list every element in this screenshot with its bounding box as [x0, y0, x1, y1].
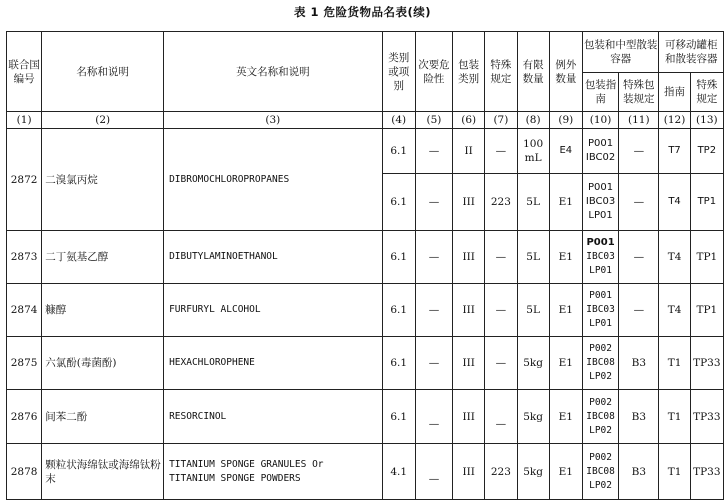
- col-number: (6): [453, 112, 485, 129]
- chinese-name: 间苯二酚: [42, 390, 164, 444]
- col-number: (9): [549, 112, 582, 129]
- tank-special-value: TP1: [690, 284, 723, 337]
- excepted-quantity-value: E1: [549, 390, 582, 444]
- class-value: 6.1: [382, 284, 415, 337]
- header-subsidiary-risk: 次要危险性: [415, 32, 452, 112]
- table-row: [7, 231, 724, 284]
- col-number: (13): [690, 112, 723, 129]
- tank-special-value: TP33: [690, 337, 723, 390]
- english-name: TITANIUM SPONGE GRANULES Or: [169, 458, 324, 470]
- chinese-name: 颗粒状海绵钛或海绵钛粉末: [42, 444, 164, 500]
- class-value: 6.1: [382, 174, 415, 231]
- tank-instruction-value: T1: [659, 444, 690, 500]
- excepted-quantity-value: E1: [549, 231, 582, 284]
- header-tank-special: 特殊规定: [690, 73, 723, 112]
- special-provision-value: —: [485, 231, 517, 284]
- chinese-name: 二溴氯丙烷: [42, 129, 164, 231]
- tank-special-value: TP33: [690, 390, 723, 444]
- table-row: [7, 444, 724, 500]
- un-number: 2876: [7, 390, 42, 444]
- header-packing-instruction: 包装指南: [582, 73, 618, 112]
- special-provision-value: 223: [485, 174, 517, 231]
- table-row: [7, 284, 724, 337]
- special-provision-cell: [485, 390, 517, 444]
- subsidiary-risk-value: —: [415, 284, 452, 337]
- limited-quantity-value: 5L: [517, 284, 549, 337]
- excepted-quantity-value: E1: [549, 444, 582, 500]
- header-tank-group: 可移动罐柜和散装容器: [659, 32, 724, 73]
- limited-quantity-value: 5L: [517, 174, 549, 231]
- packing-instruction-cell: [582, 231, 618, 284]
- special-provision-value: —: [495, 417, 507, 430]
- tank-special-value: TP1: [690, 174, 723, 231]
- class-value: 6.1: [382, 231, 415, 284]
- un-number: 2872: [7, 129, 42, 231]
- header-row: [7, 32, 724, 73]
- english-name: TITANIUM SPONGE POWDERS: [169, 472, 301, 484]
- header-special-packing: 特殊包装规定: [619, 73, 659, 112]
- header-special-provisions: 特殊规定: [485, 32, 517, 112]
- packing-group-value: III: [453, 390, 485, 444]
- col-number: (11): [619, 112, 659, 129]
- english-name: RESORCINOL: [164, 390, 383, 444]
- limited-quantity-value: 100 mL: [517, 129, 549, 174]
- table-row: [7, 129, 724, 174]
- packing-group-value: III: [453, 231, 485, 284]
- special-packing-value: —: [619, 231, 659, 284]
- subsidiary-risk-cell: [415, 444, 452, 500]
- special-provision-value: —: [485, 337, 517, 390]
- limited-quantity-value: 5kg: [517, 444, 549, 500]
- table-row: [7, 390, 724, 444]
- class-value: 6.1: [382, 337, 415, 390]
- class-value: 6.1: [382, 129, 415, 174]
- chinese-name: 六氯酚(毒菌酚): [42, 337, 164, 390]
- limited-quantity-value: 5L: [517, 231, 549, 284]
- table-title: 表 1 危险货物品名表(续): [293, 5, 432, 19]
- limited-quantity-value: 5kg: [517, 337, 549, 390]
- table-row: [7, 337, 724, 390]
- subsidiary-risk-value: —: [428, 472, 440, 485]
- packing-instruction-value: P002 IBC08 LP02: [582, 390, 618, 444]
- special-packing-value: B3: [619, 444, 659, 500]
- special-packing-value: —: [619, 174, 659, 231]
- tank-instruction-value: T4: [659, 284, 690, 337]
- special-provision-value: —: [485, 284, 517, 337]
- packing-group-value: II: [453, 129, 485, 174]
- subsidiary-risk-value: —: [415, 174, 452, 231]
- col-number: (7): [485, 112, 517, 129]
- special-packing-value: B3: [619, 390, 659, 444]
- tank-instruction-value: T1: [659, 390, 690, 444]
- header-tank-instruction: 指南: [659, 73, 690, 112]
- excepted-quantity-value: E1: [549, 337, 582, 390]
- header-packing-group: 包装类别: [453, 32, 485, 112]
- subsidiary-risk-value: —: [428, 417, 440, 430]
- header-packaging-group: 包装和中型散装容器: [582, 32, 659, 73]
- column-number-row: [7, 112, 724, 129]
- col-number: (12): [659, 112, 690, 129]
- excepted-quantity-value: E1: [549, 174, 582, 231]
- packing-instruction-value: IBC03 LP01: [586, 251, 615, 276]
- special-packing-value: —: [619, 129, 659, 174]
- english-name: DIBROMOCHLOROPROPANES: [164, 129, 383, 231]
- subsidiary-risk-value: —: [415, 129, 452, 174]
- col-number: (8): [517, 112, 549, 129]
- limited-quantity-value: 5kg: [517, 390, 549, 444]
- subsidiary-risk-cell: [415, 390, 452, 444]
- subsidiary-risk-value: —: [415, 231, 452, 284]
- packing-group-value: III: [453, 444, 485, 500]
- packing-instruction-value: P001 IBC02: [582, 129, 618, 174]
- special-packing-value: —: [619, 284, 659, 337]
- packing-instruction-value: P002 IBC08 LP02: [582, 444, 618, 500]
- header-english-name: 英文名称和说明: [164, 32, 383, 112]
- col-number: (1): [7, 112, 42, 129]
- header-name: 名称和说明: [42, 32, 164, 112]
- tank-instruction-value: T7: [659, 129, 690, 174]
- packing-instruction-value: P001: [586, 237, 615, 248]
- special-provision-value: 223: [485, 444, 517, 500]
- packing-group-value: III: [453, 337, 485, 390]
- un-number: 2878: [7, 444, 42, 500]
- english-name: DIBUTYLAMINOETHANOL: [164, 231, 383, 284]
- header-limited-quantity: 有限数量: [517, 32, 549, 112]
- chinese-name: 糠醇: [42, 284, 164, 337]
- tank-instruction-value: T1: [659, 337, 690, 390]
- header-class: 类别或项别: [382, 32, 415, 112]
- packing-instruction-value: P002 IBC08 LP02: [582, 337, 618, 390]
- subsidiary-risk-value: —: [415, 337, 452, 390]
- tank-special-value: TP1: [690, 231, 723, 284]
- class-value: 6.1: [382, 390, 415, 444]
- chinese-name: 二丁氨基乙醇: [42, 231, 164, 284]
- packing-group-value: III: [453, 174, 485, 231]
- un-number: 2875: [7, 337, 42, 390]
- col-number: (4): [382, 112, 415, 129]
- packing-group-value: III: [453, 284, 485, 337]
- tank-instruction-value: T4: [659, 174, 690, 231]
- col-number: (10): [582, 112, 618, 129]
- tank-special-value: TP2: [690, 129, 723, 174]
- english-name-cell: [164, 444, 383, 500]
- header-un-number: 联合国编号: [7, 32, 42, 112]
- col-number: (3): [164, 112, 383, 129]
- english-name: FURFURYL ALCOHOL: [164, 284, 383, 337]
- special-packing-value: B3: [619, 337, 659, 390]
- un-number: 2874: [7, 284, 42, 337]
- dangerous-goods-table: [6, 31, 724, 500]
- tank-instruction-value: T4: [659, 231, 690, 284]
- header-excepted-quantity: 例外数量: [549, 32, 582, 112]
- excepted-quantity-value: E1: [549, 284, 582, 337]
- tank-special-value: TP33: [690, 444, 723, 500]
- excepted-quantity-value: E4: [549, 129, 582, 174]
- packing-instruction-value: P001 IBC03 LP01: [582, 284, 618, 337]
- col-number: (5): [415, 112, 452, 129]
- class-value: 4.1: [382, 444, 415, 500]
- english-name: HEXACHLOROPHENE: [164, 337, 383, 390]
- special-provision-value: —: [485, 129, 517, 174]
- un-number: 2873: [7, 231, 42, 284]
- col-number: (2): [42, 112, 164, 129]
- packing-instruction-value: P001 IBC03 LP01: [582, 174, 618, 231]
